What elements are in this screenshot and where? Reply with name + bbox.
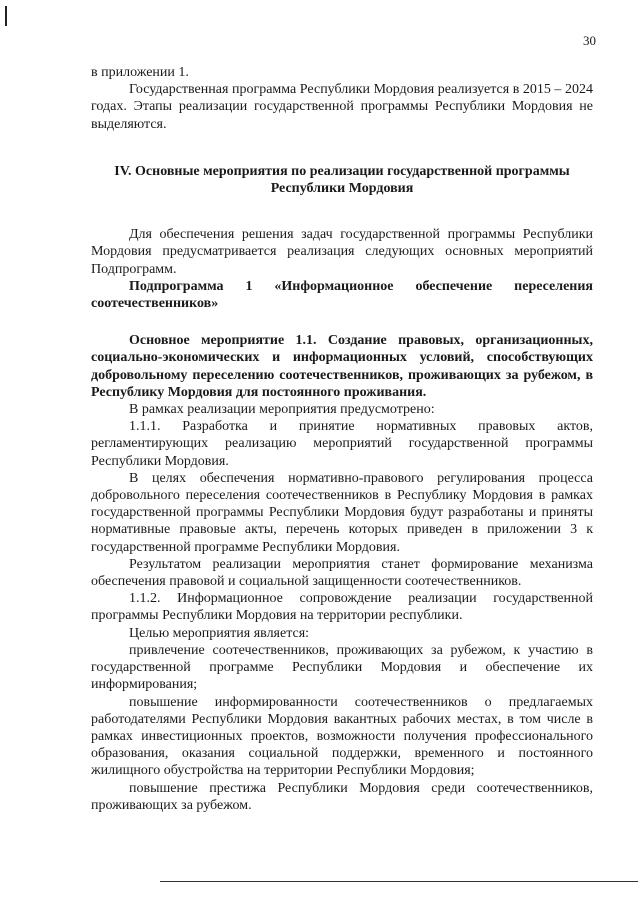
scan-edge-mark <box>5 6 7 26</box>
main-measure-title: Основное мероприятие 1.1. Создание правовых, организационных, социально-экономических и информационных условий, способствующих добровольному переселению соотечественников, проживающих за рубежом, в Республику Мордовия для постоянного проживания. <box>91 333 593 400</box>
paragraph-regulation: В целях обеспечения нормативно-правового регулирования процесса добровольного переселения соотечественников в Республику Мордовия в рамках государственной программы Республики Мордовия будут разработаны и приняты нормативные правовые акты, перечень которых приведен в приложении 3 к государственной программе Республики Мордовия. <box>91 470 593 555</box>
paragraph-result: Результатом реализации мероприятия станет формирование механизма обеспечения правовой и социальной защищенности соотечественников. <box>91 556 593 590</box>
paragraph-goal: Целью мероприятия является: <box>129 625 310 641</box>
paragraph-program-period: Государственная программа Республики Мордовия реализуется в 2015 – 2024 годах. Этапы реализации государственной программы Республики Мордовия не выделяются. <box>91 82 593 132</box>
paragraph-continuation: в приложении 1. <box>91 65 189 80</box>
paragraph-1-1-2: 1.1.2. Информационное сопровождение реализации государственной программы Республики Мордовия на территории республики. <box>91 591 593 624</box>
list-item-prestige: повышение престижа Республики Мордовия среди соотечественников, проживающих за рубежом. <box>91 780 593 813</box>
paragraph-measures-intro: Для обеспечения решения задач государственной программы Республики Мордовия предусматривается реализация следующих основных мероприятий Подпрограмм. <box>91 227 593 277</box>
page-body <box>91 64 593 814</box>
list-item-awareness: повышение информированности соотечественников о предлагаемых работодателями Республики Мордовия вакантных рабочих местах, в том числе в рамках инвестиционных проектов, возможности получения профессионального образования, оказания социальной поддержки, временного и постоянного жилищного обустройства на территории Республики Мордовия; <box>91 694 593 779</box>
page-number: 30 <box>583 33 596 48</box>
list-item-attraction: привлечение соотечественников, проживающих за рубежом, к участию в государственной программе Республики Мордовия и обеспечение их информирования; <box>91 642 593 693</box>
paragraph-1-1-1: 1.1.1. Разработка и принятие нормативных правовых актов, регламентирующих реализацию мероприятий государственной программы Республики Мордовия. <box>91 419 593 469</box>
paragraph-measure-provides: В рамках реализации мероприятия предусмотрено: <box>129 402 435 418</box>
footer-rule <box>160 881 638 882</box>
section-heading: IV. Основные мероприятия по реализации государственной программы Республики Мордовия <box>114 163 570 197</box>
subprogram-title: Подпрограмма 1 «Информационное обеспечение переселения соотечественников» <box>91 278 593 312</box>
